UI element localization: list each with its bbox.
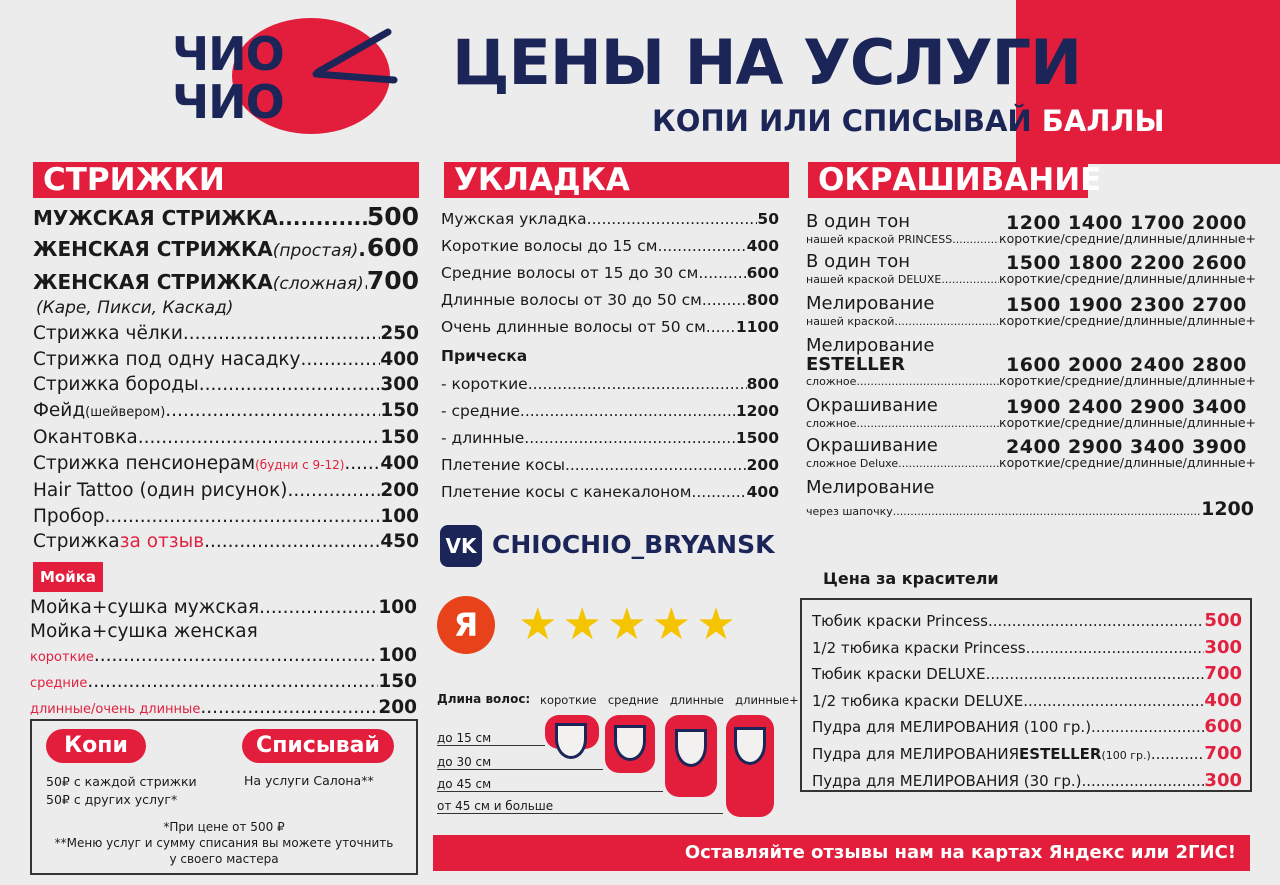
price-row: Окантовка ..... 150 [33,425,419,451]
coloring-row-lengths: короткие/средние/длинные/длинные+ [999,271,1256,286]
price-row: - короткие ..... 800 [441,371,779,398]
spend-badge: Списывай [242,729,394,763]
coloring-row [806,436,1256,478]
dye-row: Пудра для МЕЛИРОВАНИЯ (100 гр.) ..... 600 [812,714,1242,741]
coloring-row-note: сложное [806,417,857,430]
dyes-box [800,598,1252,792]
coloring-price: 2600 [1192,252,1247,274]
page-title: ЦЕНЫ НА УСЛУГИ [452,26,1082,99]
price-row: Стрижка пенсионерам (будни с 9-12) ..... 400 [33,451,419,479]
page-subtitle [652,104,1165,138]
earn-badge: Копи [46,729,146,763]
coloring-price: 1900 [1068,294,1123,316]
price-row: - длинные ..... 1500 [441,425,779,452]
coloring-price: 3400 [1130,436,1185,458]
coloring-row-title: Мелирование [806,335,935,356]
coloring-row-title-brand: ESTELLER [806,354,905,375]
coloring-row-title: Мелирование [806,293,935,314]
vk-handle[interactable]: CHIOCHIO_BRYANSK [492,530,775,559]
dye-row: 1/2 тюбика краски Princess ..... 300 [812,635,1242,662]
coloring-row [806,396,1256,436]
coloring-row-title: В один тон [806,211,910,232]
coloring-price: 1900 [1006,396,1061,418]
dye-row: Тюбик краски Princess ..... 500 [812,608,1242,635]
coloring-price: 1400 [1068,212,1123,234]
price-row: - средние ..... 1200 [441,398,779,425]
loyalty-box [30,719,418,875]
chopsticks-icon [310,28,400,98]
length-row-45: до 45 см [437,777,663,792]
price-row: Очень длинные волосы от 50 см ..... 1100 [441,314,779,341]
coloring-row [806,212,1256,252]
hair-length-columns: короткие средние длинные длинные+ [540,693,799,707]
logo [172,27,284,129]
coloring-items [806,212,1256,478]
styling-header: УКЛАДКА [444,162,789,198]
price-row: Мойка+сушка женская [30,621,258,642]
coloring-price: 2000 [1068,354,1123,376]
nail-short-icon [545,715,599,749]
coloring-row-sub [806,374,1256,388]
coloring-price: 3900 [1192,436,1247,458]
loyalty-note-2: **Меню услуг и сумму списания вы можете уточнить [54,836,394,850]
coloring-price: 2800 [1192,354,1247,376]
earn-details [46,773,197,809]
reviews-banner[interactable]: Оставляйте отзывы нам на картах Яндекс или 2ГИС! [433,835,1250,871]
earn-line-1: 50₽ с каждой стрижки [46,774,197,789]
coloring-row-lengths: короткие/средние/длинные/длинные+ [999,415,1256,430]
logo-line-1: ЧИО [172,27,284,81]
price-row: Плетение косы ..... 200 [441,452,779,479]
coloring-row-lengths: короткие/средние/длинные/длинные+ [999,373,1256,388]
coloring-row-lengths: короткие/средние/длинные/длинные+ [999,231,1256,246]
coloring-row-note: нашей краской PRINCESS [806,233,953,246]
coloring-row-sub [806,272,1256,286]
coloring-price: 1600 [1006,354,1061,376]
coloring-row-note: сложное [806,375,857,388]
length-row-15: до 15 см [437,731,545,746]
nail-long-plus-icon [726,715,774,817]
price-row: Стрижка бороды ..... 300 [33,372,419,398]
hair-length-title: Длина волос: [437,692,531,706]
vk-icon[interactable]: VK [440,525,482,567]
coloring-price: 2400 [1130,354,1185,376]
coloring-header: ОКРАШИВАНИЕ [808,162,1088,198]
yandex-icon[interactable]: Я [437,596,495,654]
price-row: Длинные волосы от 30 до 50 см ..... 800 [441,287,779,314]
coloring-price: 2900 [1130,396,1185,418]
price-row: Пробор ..... 100 [33,504,419,530]
coloring-price: 2200 [1130,252,1185,274]
price-row: Стрижка за отзыв ..... 450 [33,529,419,555]
star-icon: ★ [696,599,736,650]
coloring-price: 1200 [1006,212,1061,234]
washing-list [30,596,417,722]
styling-list [441,206,779,506]
nail-long-icon [665,715,717,797]
subtitle-part-1: КОПИ ИЛИ СПИСЫВАЙ [652,104,1042,138]
hairdo-title: Прическа [441,347,528,365]
coloring-price: 1800 [1068,252,1123,274]
star-icon: ★ [562,599,602,650]
washing-header: Мойка [33,562,103,592]
coloring-price: 1500 [1006,252,1061,274]
coloring-price: 2400 [1006,436,1061,458]
coloring-row-sub [806,456,1256,470]
price-row: Мужская укладка ..... 50 [441,206,779,233]
loyalty-note-1: *При цене от 500 ₽ [163,820,285,834]
loyalty-note-3: у своего мастера [169,852,279,866]
length-row-45plus: от 45 см и больше [437,799,723,814]
coloring-row-title: В один тон [806,251,910,272]
coloring-row [806,252,1256,294]
coloring-row-sub [806,232,1256,246]
coloring-row-note: нашей краской [806,315,895,328]
price-row: ЖЕНСКАЯ СТРИЖКА (сложная) ..... 700 [33,266,419,299]
price-row: Стрижка чёлки ..... 250 [33,321,419,347]
earn-line-2: 50₽ с других услуг* [46,792,178,807]
haircuts-header: СТРИЖКИ [33,162,419,198]
star-icon: ★ [518,599,558,650]
coloring-price: 2700 [1192,294,1247,316]
price-row: короткие ..... 100 [30,644,417,670]
price-row: Средние волосы от 15 до 30 см ..... 600 [441,260,779,287]
complex-note: (Каре, Пикси, Каскад) [36,298,234,318]
coloring-row-note: нашей краской DELUXE [806,273,942,286]
coloring-list [806,212,1256,518]
price-row: длинные/очень длинные ..... 200 [30,696,417,722]
nail-medium-icon [605,715,655,773]
loyalty-notes [32,819,416,867]
dyes-title: Цена за красители [823,569,999,588]
price-row: ЖЕНСКАЯ СТРИЖКА (простая) ..... 600 [33,233,419,266]
price-row: Hair Tattoo (один рисунок) ..... 200 [33,478,419,504]
coloring-row [806,294,1256,336]
price-row: МУЖСКАЯ СТРИЖКА ..... 500 [33,202,419,233]
coloring-cap-price: через шапочку ..... 1200 [806,498,1254,520]
price-row: Плетение косы с канекалоном ..... 400 [441,479,779,506]
length-row-30: до 30 см [437,755,603,770]
coloring-row-title: Окрашивание [806,435,938,456]
price-row: Фейд (шейвером) ..... 150 [33,398,419,426]
coloring-cap-title: Мелирование [806,477,935,498]
dye-row: 1/2 тюбика краски DELUXE ..... 400 [812,688,1242,715]
coloring-row-sub [806,416,1256,430]
dye-row: Пудра для МЕЛИРОВАНИЯ ESTELLER (100 гр.) ..... 700 [812,741,1242,769]
star-icon: ★ [651,599,692,650]
coloring-price: 2300 [1130,294,1185,316]
coloring-price: 1500 [1006,294,1061,316]
coloring-row [806,336,1256,396]
coloring-row-title: Окрашивание [806,395,938,416]
coloring-row-note: сложное Deluxe [806,457,899,470]
logo-line-2: ЧИО [172,75,284,129]
coloring-cap-row [806,478,1256,518]
rating-stars [518,599,736,650]
price-row: Короткие волосы до 15 см ..... 400 [441,233,779,260]
coloring-price: 2400 [1068,396,1123,418]
dye-row: Пудра для МЕЛИРОВАНИЯ (30 гр.) ..... 300 [812,768,1242,795]
haircuts-list [33,202,419,555]
coloring-row-lengths: короткие/средние/длинные/длинные+ [999,313,1256,328]
coloring-row-sub [806,314,1256,328]
coloring-price: 2000 [1192,212,1247,234]
price-row: Стрижка под одну насадку ..... 400 [33,347,419,373]
subtitle-part-2: БАЛЛЫ [1041,104,1165,138]
coloring-price: 2900 [1068,436,1123,458]
coloring-row-lengths: короткие/средние/длинные/длинные+ [999,455,1256,470]
coloring-price: 3400 [1192,396,1247,418]
star-icon: ★ [607,599,647,650]
price-row: средние ..... 150 [30,670,417,696]
coloring-price: 1700 [1130,212,1185,234]
dye-row: Тюбик краски DELUXE ..... 700 [812,661,1242,688]
spend-details: На услуги Салона** [244,773,374,788]
price-row: Мойка+сушка мужская ..... 100 [30,596,417,620]
